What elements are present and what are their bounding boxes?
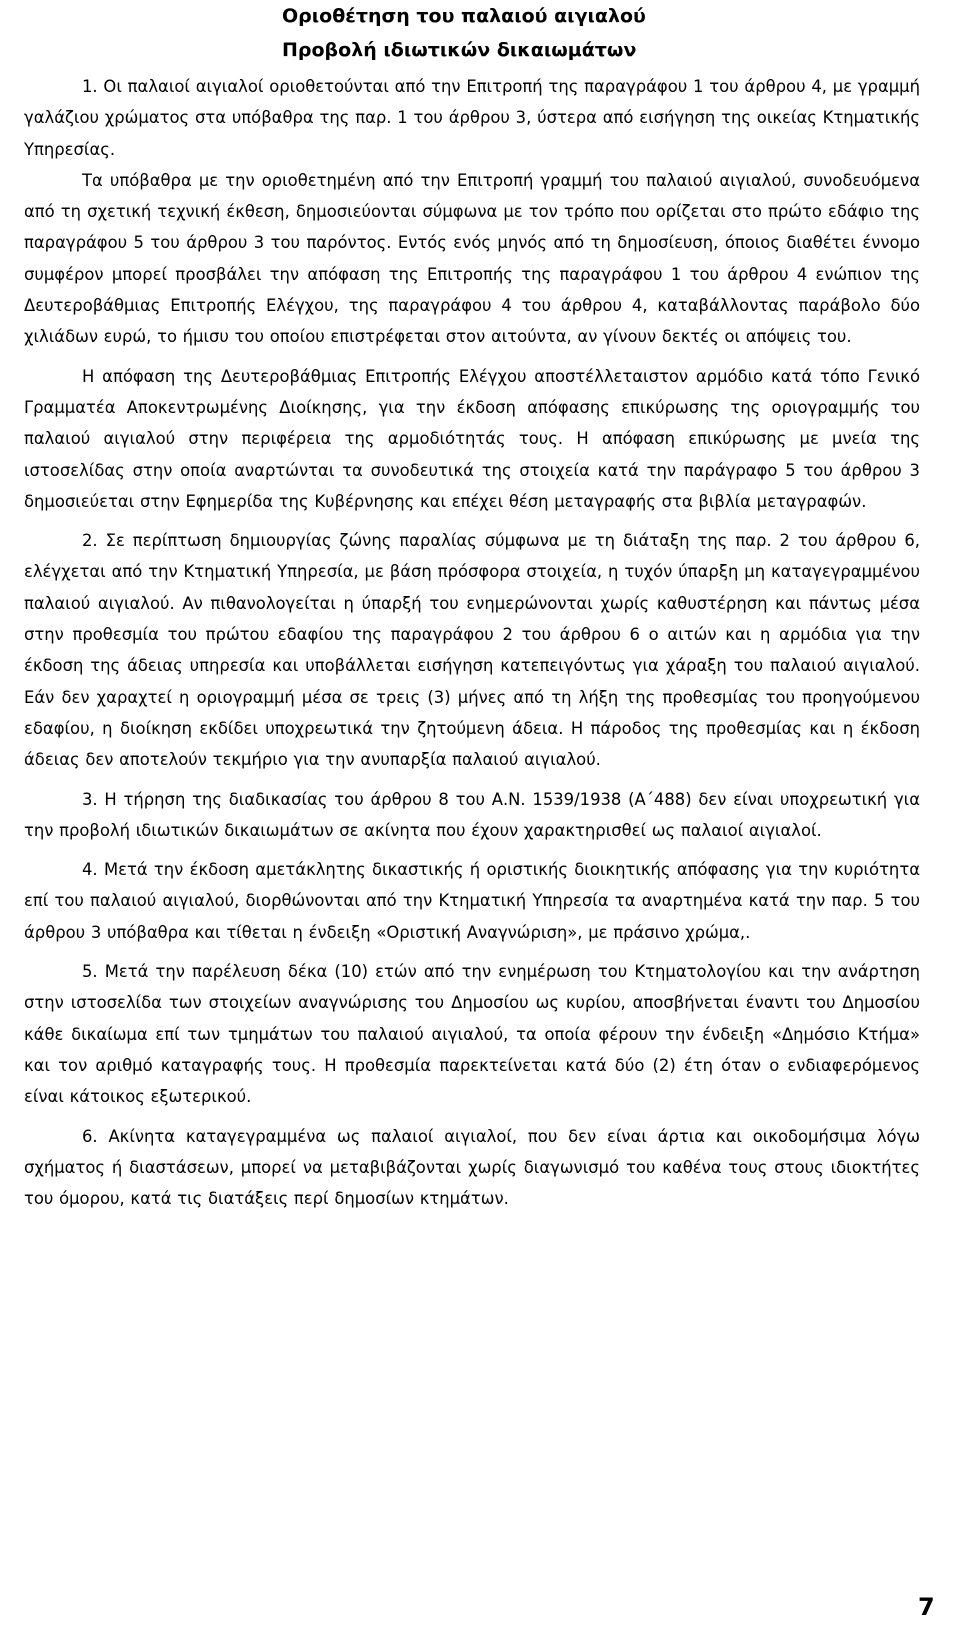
paragraph-4: 4. Μετά την έκδοση αμετάκλητης δικαστικής ή οριστικής διοικητικής απόφασης για την κυριότητα επί του παλαιού αιγιαλού, διορθώνονται από την Κτηματική Υπηρεσία τα αναρτημένα κατά την παρ. 5 του άρθρου 3 υπόβαθρα και τίθεται η ένδειξη «Οριστική Αναγνώριση», με πράσινο χρώμα,.: [24, 860, 920, 942]
paragraph-2: 2. Σε περίπτωση δημιουργίας ζώνης παραλίας σύμφωνα με τη διάταξη της παρ. 2 του άρθρου 6, ελέγχεται από την Κτηματική Υπηρεσία, με βάση πρόσφορα στοιχεία, η τυχόν ύπαρξη μη καταγεγραμμένου παλαιού αιγιαλού. Αν πιθανολογείται η ύπαρξή του ενημερώνονται χωρίς καθυστέρηση και πάντως μέσα στην προθεσμία του πρώτου εδαφίου της παραγράφου 2 του άρθρου 6 ο αιτών και η αρμόδια για την έκδοση της άδειας υπηρεσία και υποβάλλεται εισήγηση κατεπειγόντως για χάραξη του παλαιού αιγιαλού. Εάν δεν χαραχτεί η οριογραμμή μέσα σε τρεις (3) μήνες από τη λήξη της προθεσμίας του προηγούμενου εδαφίου, η διοίκηση εκδίδει υποχρεωτικά την ζητούμενη άδεια. Η πάροδος της προθεσμίας και η έκδοση άδειας δεν αποτελούν τεκμήριο για την ανυπαρξία παλαιού αιγιαλού.: [24, 531, 920, 770]
document-title: Οριοθέτηση του παλαιού αιγιαλού: [282, 5, 646, 27]
paragraph-5: 5. Μετά την παρέλευση δέκα (10) ετών από την ενημέρωση του Κτηματολογίου και την ανάρτηση στην ιστοσελίδα των στοιχείων αναγνώρισης του Δημοσίου ως κυρίου, αποσβήνεται έναντι του Δημοσίου κάθε δικαίωμα επί των τμημάτων του παλαιού αιγιαλού, τα οποία φέρουν την ένδειξη «Δημόσιο Κτήμα» και τον αριθμό καταγραφής τους. Η προθεσμία παρεκτείνεται κατά δύο (2) έτη όταν ο ενδιαφερόμενος είναι κάτοικος εξωτερικού.: [24, 962, 920, 1107]
paragraph-1c: Η απόφαση της Δευτεροβάθμιας Επιτροπής Ελέγχου αποστέλλεταιστον αρμόδιο κατά τόπο Γενικό Γραμματέα Αποκεντρωμένης Διοίκησης, για την έκδοση απόφασης επικύρωσης της οριογραμμής του παλαιού αιγιαλού στην περιφέρεια της αρμοδιότητάς τους. Η απόφαση επικύρωσης με μνεία της ιστοσελίδας στην οποία αναρτώνται τα συνοδευτικά της στοιχεία κατά την παράγραφο 5 του άρθρου 3 δημοσιεύεται στην Εφημερίδα της Κυβέρνησης και επέχει θέση μεταγραφής στα βιβλία μεταγραφών.: [24, 366, 920, 511]
paragraph-3: 3. Η τήρηση της διαδικασίας του άρθρου 8 του Α.Ν. 1539/1938 (Α΄488) δεν είναι υποχρεωτική για την προβολή ιδιωτικών δικαιωμάτων σε ακίνητα που έχουν χαρακτηρισθεί ως παλαιοί αιγιαλοί.: [24, 789, 920, 840]
paragraph-1b: Τα υπόβαθρα με την οριοθετημένη από την Επιτροπή γραμμή του παλαιού αιγιαλού, συνοδευόμενα από τη σχετική τεχνική έκθεση, δημοσιεύονται σύμφωνα με τον τρόπο που ορίζεται στο πρώτο εδάφιο της παραγράφου 5 του άρθρου 3 του παρόντος. Εντός ενός μηνός από τη δημοσίευση, όποιος διαθέτει έννομο συμφέρον μπορεί προσβάλει την απόφαση της Επιτροπής της παραγράφου 1 του άρθρου 4 ενώπιον της Δευτεροβάθμιας Επιτροπής Ελέγχου, της παραγράφου 4 του άρθρου 4, καταβάλλοντας παράβολο δύο χιλιάδων ευρώ, το ήμισυ του οποίου επιστρέφεται στον αιτούντα, αν γίνουν δεκτές οι απόψεις του.: [24, 170, 920, 347]
paragraph-6: 6. Ακίνητα καταγεγραμμένα ως παλαιοί αιγιαλοί, που δεν είναι άρτια και οικοδομήσιμα λόγω σχήματος ή διαστάσεων, μπορεί να μεταβιβάζονται χωρίς διαγωνισμό του καθένα τους στους ιδιοκτήτες του όμορου, κατά τις διατάξεις περί δημοσίων κτημάτων.: [24, 1126, 920, 1209]
page-number: 7: [918, 1593, 935, 1621]
document-page: [24, 0, 920, 1222]
paragraph-1: 1. Οι παλαιοί αιγιαλοί οριοθετούνται από την Επιτροπή της παραγράφου 1 του άρθρου 4, με γραμμή γαλάζιου χρώματος στα υπόβαθρα της παρ. 1 του άρθρου 3, ύστερα από εισήγηση της οικείας Κτηματικής Υπηρεσίας.: [24, 77, 920, 159]
document-subtitle: Προβολή ιδιωτικών δικαιωμάτων: [282, 39, 637, 61]
